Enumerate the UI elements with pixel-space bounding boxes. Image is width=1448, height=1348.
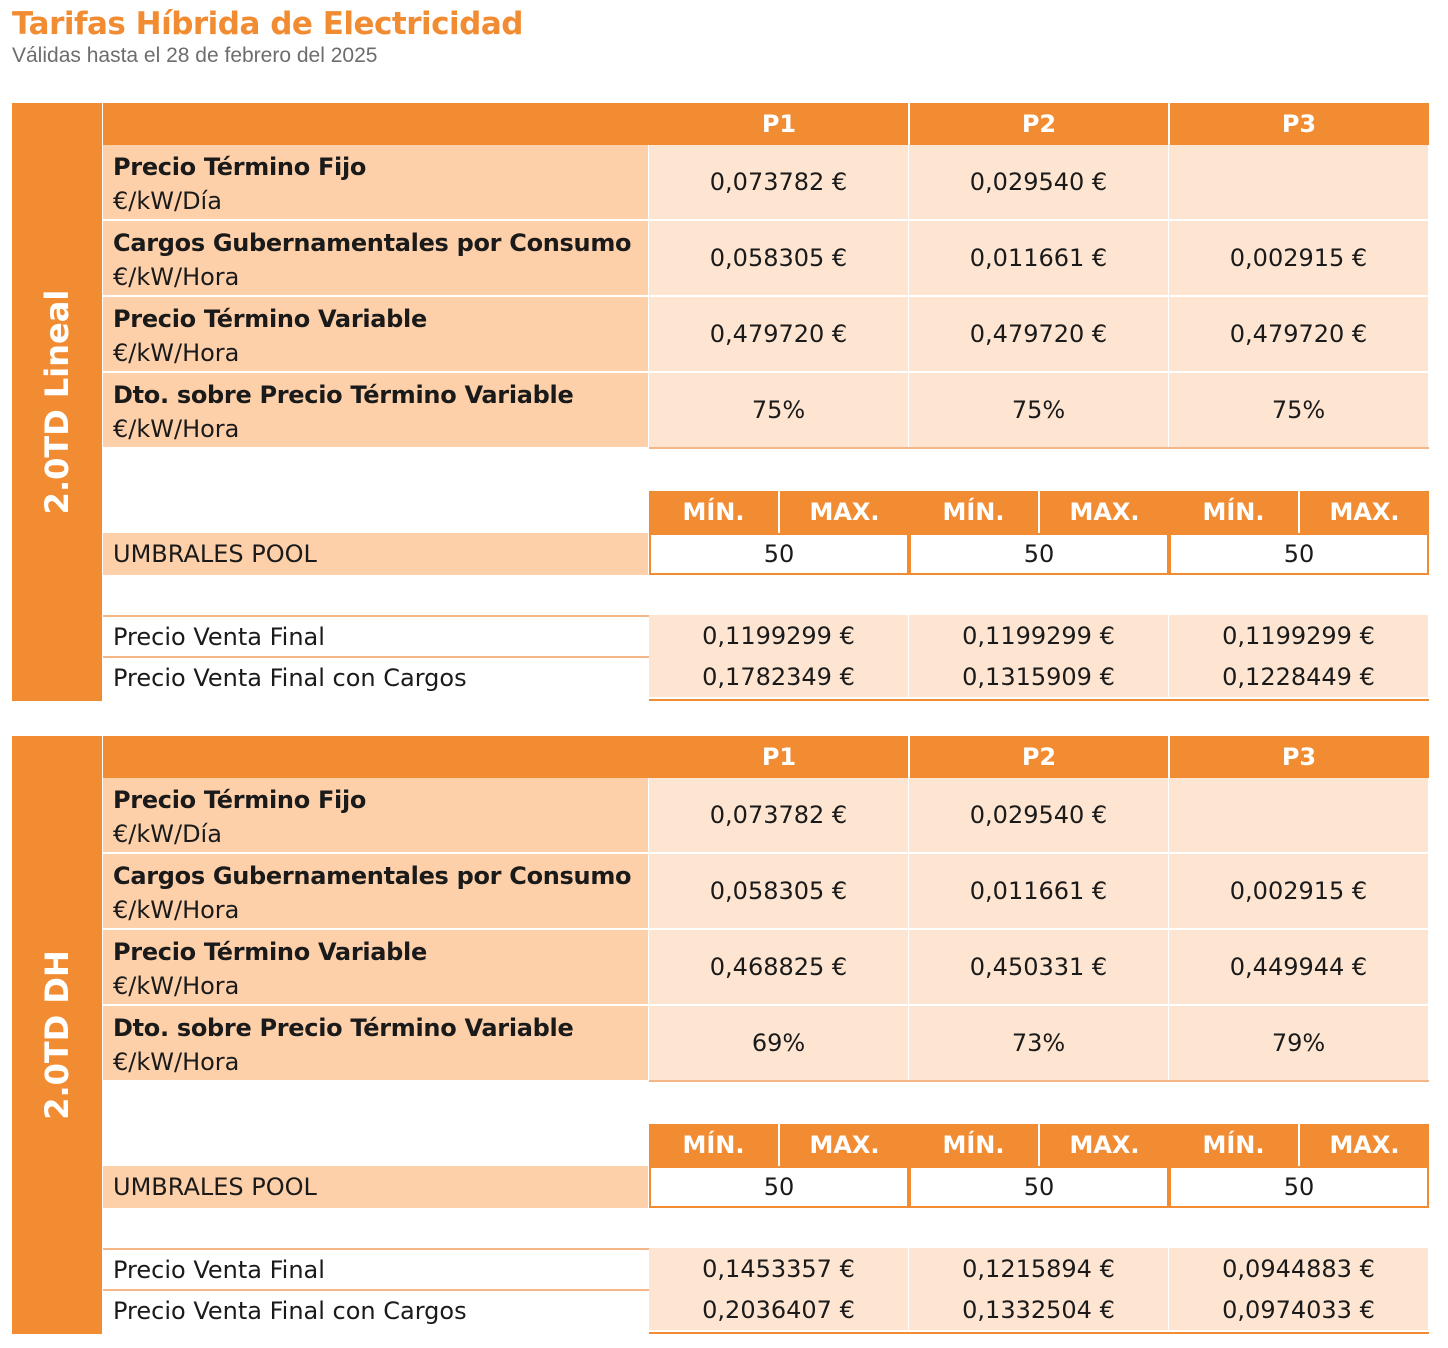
table-bottom-accent [649,699,1429,701]
column-divider [908,736,910,778]
period-header-p1: P1 [649,736,909,778]
row-label [103,778,648,852]
final-price-cell: 0,0974033 € [1169,1289,1428,1330]
tariff-name: 2.0TD DH [38,950,76,1120]
final-price-cell: 0,2036407 € [649,1289,908,1330]
pool-min-header: MÍN. [1169,491,1298,533]
price-cell: 0,073782 € [649,778,908,852]
tariff-name: 2.0TD Lineal [38,289,76,515]
column-divider [1168,103,1170,145]
final-price-cell: 0,1199299 € [1169,615,1428,656]
price-cell: 0,479720 € [649,297,908,371]
pool-max-header: MAX. [1040,491,1169,533]
row-label-title: Dto. sobre Precio Término Variable [113,381,574,409]
final-price-label: Precio Venta Final [103,1250,648,1289]
pool-value: 50 [909,533,1169,575]
final-price-cell: 0,1782349 € [649,656,908,697]
tariff-side-band [12,736,102,1334]
pool-label: UMBRALES POOL [103,1166,648,1208]
row-label-unit: €/kW/Hora [113,1048,240,1076]
period-header-p3: P3 [1169,736,1429,778]
row-label [103,373,648,447]
pool-max-header: MAX. [780,491,909,533]
price-cell: 69% [649,1006,908,1080]
row-label [103,930,648,1004]
page-subtitle: Válidas hasta el 28 de febrero del 2025 [12,44,378,67]
price-cell: 75% [1169,373,1428,447]
pool-max-header: MAX. [780,1124,909,1166]
pool-min-header: MÍN. [909,491,1038,533]
row-label-title: Dto. sobre Precio Término Variable [113,1014,574,1042]
row-label [103,145,648,219]
pool-max-header: MAX. [1300,1124,1429,1166]
row-label-title: Precio Término Fijo [113,786,367,814]
pool-max-header: MAX. [1040,1124,1169,1166]
row-label [103,854,648,928]
row-label [103,221,648,295]
header-blank [103,736,650,778]
final-price-cell: 0,1453357 € [649,1248,908,1289]
pool-value: 50 [909,1166,1169,1208]
price-cell: 0,449944 € [1169,930,1428,1004]
period-header-p2: P2 [909,103,1169,145]
price-cell: 0,002915 € [1169,854,1428,928]
row-label-unit: €/kW/Hora [113,896,240,924]
page-title: Tarifas Híbrida de Electricidad [12,6,523,42]
pool-label: UMBRALES POOL [103,533,648,575]
table-bottom-accent [649,1332,1429,1334]
final-price-cell: 0,1199299 € [909,615,1168,656]
tariff-block-dh [12,736,1432,1334]
pool-min-header: MÍN. [909,1124,1038,1166]
row-label-unit: €/kW/Hora [113,339,240,367]
price-cell: 0,029540 € [909,778,1168,852]
column-divider [908,103,910,145]
price-cell: 0,029540 € [909,145,1168,219]
pool-value: 50 [1169,533,1429,575]
row-label [103,297,648,371]
pool-value: 50 [649,533,909,575]
pool-max-header: MAX. [1300,491,1429,533]
table-bottom-border [649,447,1429,449]
row-label-title: Precio Término Variable [113,938,427,966]
pool-value: 50 [649,1166,909,1208]
price-cell: 0,011661 € [909,854,1168,928]
price-cell: 0,073782 € [649,145,908,219]
final-price-cell: 0,1228449 € [1169,656,1428,697]
final-price-cell: 0,1332504 € [909,1289,1168,1330]
row-label-title: Precio Término Variable [113,305,427,333]
final-price-label: Precio Venta Final [103,617,648,656]
price-cell: 0,058305 € [649,854,908,928]
price-cell: 0,479720 € [1169,297,1428,371]
period-header-p2: P2 [909,736,1169,778]
tariff-block-lineal [12,103,1432,701]
row-label-unit: €/kW/Hora [113,263,240,291]
final-price-cell: 0,0944883 € [1169,1248,1428,1289]
price-cell: 0,479720 € [909,297,1168,371]
price-cell [1169,145,1428,219]
pool-min-header: MÍN. [649,491,778,533]
price-cell: 79% [1169,1006,1428,1080]
final-price-label: Precio Venta Final con Cargos [103,658,648,697]
row-label-unit: €/kW/Hora [113,415,240,443]
pool-min-header: MÍN. [649,1124,778,1166]
final-price-cell: 0,1215894 € [909,1248,1168,1289]
pool-value: 50 [1169,1166,1429,1208]
price-cell: 0,011661 € [909,221,1168,295]
period-header-p1: P1 [649,103,909,145]
final-price-label: Precio Venta Final con Cargos [103,1291,648,1330]
header-blank [103,103,650,145]
price-cell: 73% [909,1006,1168,1080]
tariff-side-band [12,103,102,701]
price-cell: 75% [909,373,1168,447]
final-price-cell: 0,1315909 € [909,656,1168,697]
price-cell [1169,778,1428,852]
price-cell: 0,002915 € [1169,221,1428,295]
period-header-p3: P3 [1169,103,1429,145]
price-cell: 75% [649,373,908,447]
table-bottom-border [649,1080,1429,1082]
row-label-unit: €/kW/Día [113,187,222,215]
price-cell: 0,468825 € [649,930,908,1004]
row-label [103,1006,648,1080]
row-label-title: Precio Término Fijo [113,153,367,181]
row-label-unit: €/kW/Hora [113,972,240,1000]
price-cell: 0,058305 € [649,221,908,295]
final-price-cell: 0,1199299 € [649,615,908,656]
pool-min-header: MÍN. [1169,1124,1298,1166]
row-label-title: Cargos Gubernamentales por Consumo [113,229,632,257]
row-label-unit: €/kW/Día [113,820,222,848]
column-divider [1168,736,1170,778]
price-cell: 0,450331 € [909,930,1168,1004]
row-label-title: Cargos Gubernamentales por Consumo [113,862,632,890]
